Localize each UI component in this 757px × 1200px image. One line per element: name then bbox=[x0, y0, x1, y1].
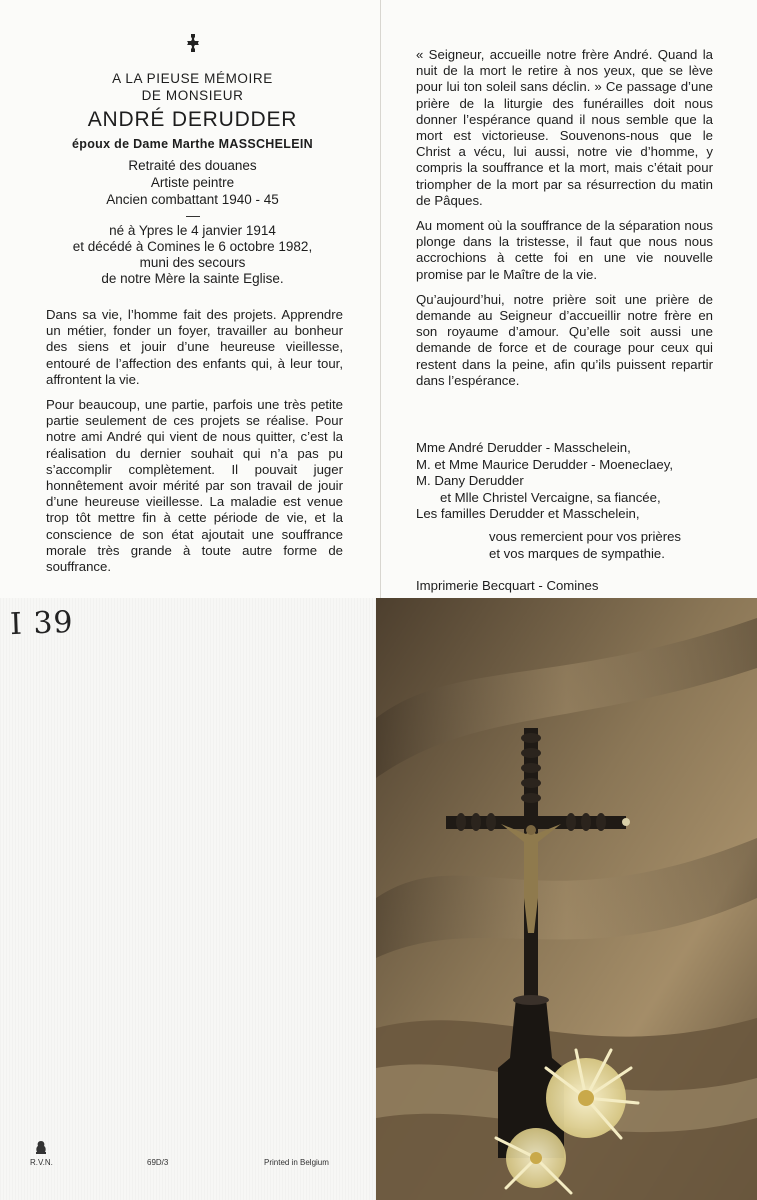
left-body-text bbox=[46, 307, 343, 584]
family-thanks bbox=[416, 440, 736, 523]
right-paragraph-3: Qu’aujourd’hui, notre prière soit une prière de demande au Seigneur d’accueillir notre frère en son royaume d’amour. Qu’elle soit aussi une demande de force et de courage pour ceux qui restent dans la peine, afin qu’ils puissent repartir dans l’espérance. bbox=[416, 291, 713, 388]
heading-line-1: A LA PIEUSE MÉMOIRE bbox=[112, 71, 273, 86]
printer-credit: Imprimerie Becquart - Comines bbox=[416, 578, 599, 593]
memorial-heading bbox=[40, 70, 345, 287]
family-line-1: Mme André Derudder - Masschelein, bbox=[416, 440, 631, 455]
role-veteran: Ancien combattant 1940 - 45 bbox=[106, 192, 279, 207]
thanks-closing bbox=[489, 529, 739, 562]
closing-line-1: vous remercient pour vos prières bbox=[489, 529, 682, 544]
sacraments-line-2: de notre Mère la sainte Eglise. bbox=[101, 271, 284, 286]
card-code: 69D/3 bbox=[147, 1158, 169, 1167]
family-line-5: Les familles Derudder et Masschelein, bbox=[416, 506, 640, 521]
left-paragraph-2: Pour beaucoup, une partie, parfois une très petite partie seulement de ces projets se réalise. Pour notre ami André qui vient de nous quitter, c’est la réalisation du dernier souhait qui n’a pas pu s’accomplir complètement. Il pouvait juger honnêtement avoir mérité par son travail de jouir d’une heureuse vieillesse. La maladie est venue trop tôt mettre fin à cette période de vie, et la conscience de son état ajoutait une souffrance morale très grande à toute autre forme de souffrance. bbox=[46, 397, 343, 575]
publisher-logo-icon bbox=[35, 1140, 47, 1154]
divider bbox=[186, 216, 200, 217]
right-paragraph-2: Au moment où la souffrance de la séparation nous plonge dans la tristesse, il faut que nous nous accrochions à cette foi en une vie nouvelle promise par le Maître de la vie. bbox=[416, 218, 713, 282]
deceased-name: ANDRÉ DERUDDER bbox=[87, 108, 298, 131]
devotional-photo-panel bbox=[376, 598, 757, 1200]
left-paragraph-1: Dans sa vie, l’homme fait des projets. Apprendre un métier, fonder un foyer, travailler au bonheur des siens et jouir d’une heureuse vieillesse, entouré de l’affection des enfants qui, à leur tour, affrontent la vie. bbox=[46, 307, 343, 387]
publisher-mark: R.V.N. bbox=[30, 1158, 53, 1167]
printed-in: Printed in Belgium bbox=[264, 1158, 329, 1167]
birth-line: né à Ypres le 4 janvier 1914 bbox=[109, 223, 276, 238]
closing-line-2: et vos marques de sympathie. bbox=[489, 545, 665, 561]
family-line-3: M. Dany Derudder bbox=[416, 473, 524, 488]
heading-line-2: DE MONSIEUR bbox=[141, 88, 244, 103]
role-painter: Artiste peintre bbox=[150, 175, 235, 190]
sacraments-line-1: muni des secours bbox=[139, 255, 246, 270]
right-body-text bbox=[416, 47, 713, 398]
card-back-page bbox=[0, 598, 376, 1200]
right-paragraph-1: « Seigneur, accueille notre frère André. Quand la nuit de la mort le retire à nos yeux, que se lève pour lui ton soleil sans déclin. » Ce passage d’une prière de la liturgie des funérailles doit nous donner l’espérance quand il nous semble que la mort est victorieuse. Souvenons-nous que le Christ a vécu, lui aussi, notre vie d’homme, y compris la souffrance et la mort, mais c’était pour triompher de la mort par sa résurrection du matin de Pâques. bbox=[416, 47, 713, 208]
family-line-4: et Mlle Christel Vercaigne, sa fiancée, bbox=[440, 489, 661, 505]
card-front-page bbox=[0, 0, 381, 598]
crucifix-photo bbox=[376, 598, 757, 1200]
cross-icon bbox=[184, 34, 202, 52]
spouse-line: époux de Dame Marthe MASSCHELEIN bbox=[72, 137, 313, 151]
role-retired: Retraité des douanes bbox=[128, 158, 257, 173]
handwritten-note: I 39 bbox=[9, 604, 75, 643]
death-line: et décédé à Comines le 6 octobre 1982, bbox=[72, 239, 313, 254]
family-line-2: M. et Mme Maurice Derudder - Moeneclaey, bbox=[416, 456, 674, 472]
